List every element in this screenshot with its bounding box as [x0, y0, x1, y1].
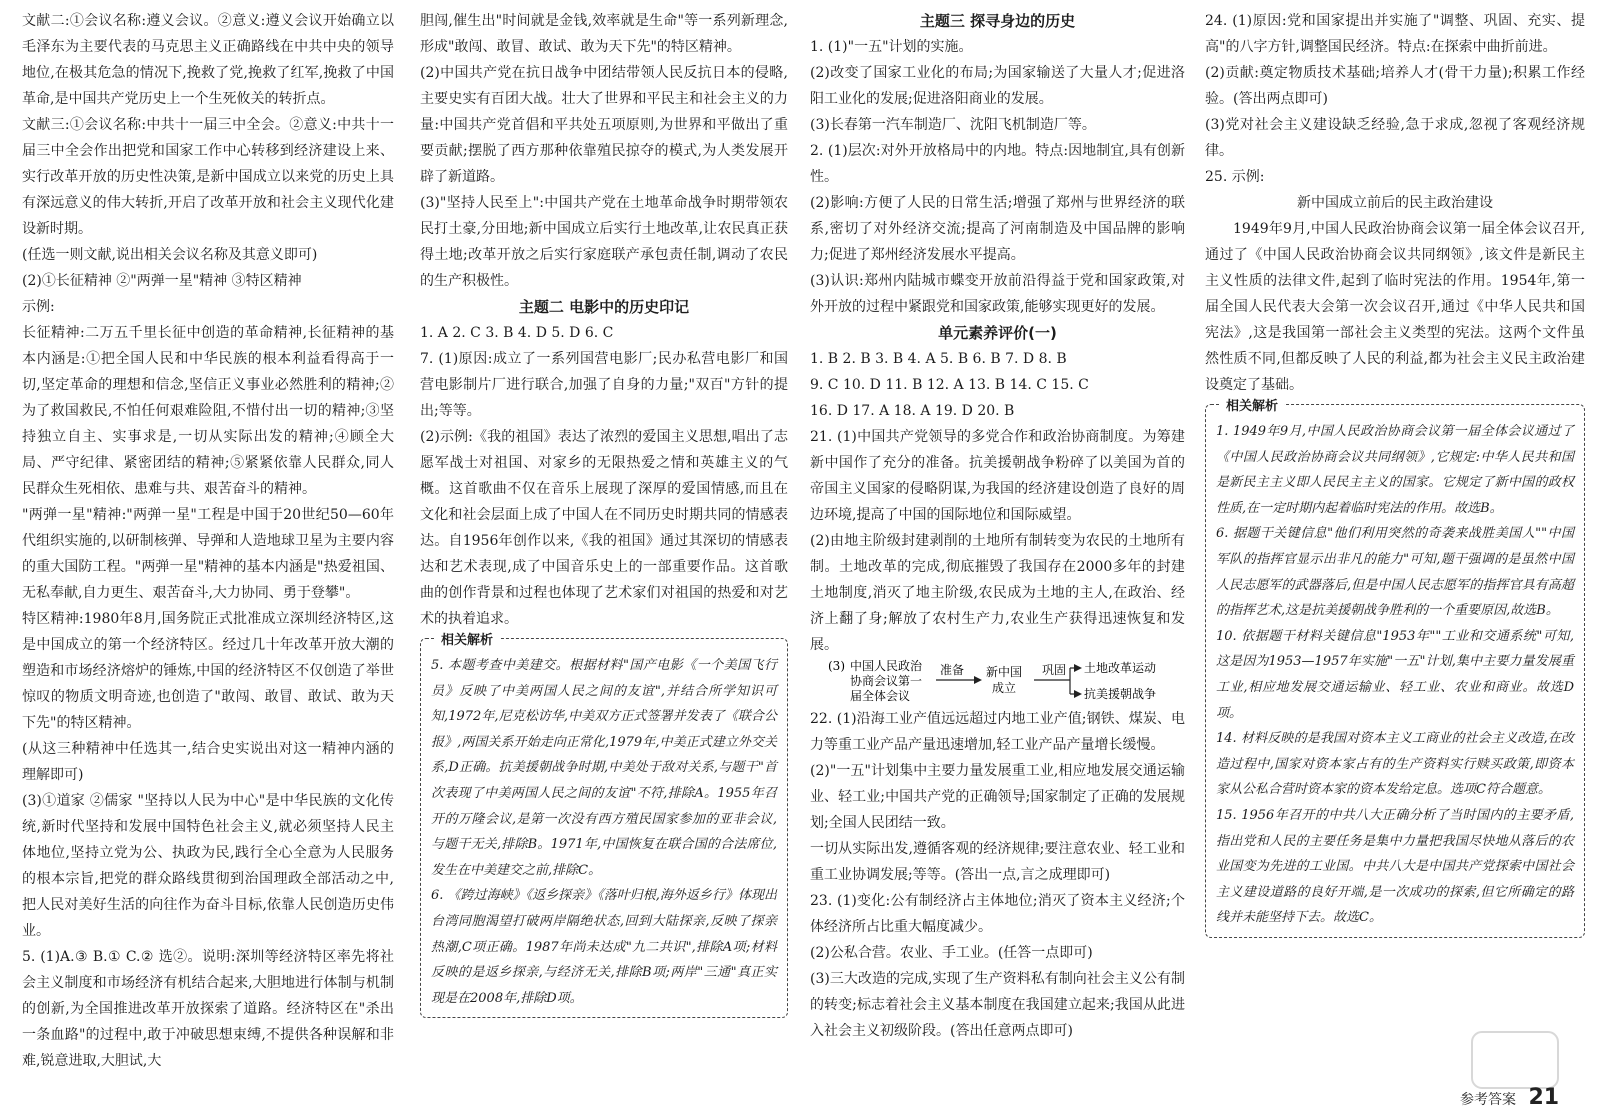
paragraph: (2)由地主阶级封建剥削的土地所有制转变为农民的土地所有制。土地改革的完成,彻底摧毁了我国存在2000多年的封建土地制度,消灭了地主阶级,农民成为土地的主人,在政治、经济上翻了身;解放了农村生产力,农业生产获得迅速恢复和发展。	[810, 533, 1185, 653]
paragraph: (3)三大改造的完成,实现了生产资料私有制向社会主义公有制的转变;标志着社会主义基本制度在我国建立起来;我国从此进入社会主义初级阶段。(答出任意两点即可)	[810, 971, 1185, 1039]
flow-branch-1-head	[1074, 664, 1082, 672]
paragraph: (2)中国共产党在抗日战争中团结带领人民反抗日本的侵略,主要史实有百团大战。壮大了世界和平民主和社会主义的力量:中国共产党首倡和平共处五项原则,为世界和平做出了重要贡献;摆脱了西方那种依靠殖民掠夺的模式,为人类发展开辟了新道路。	[420, 65, 788, 185]
analysis-item: 6. 《跨过海峡》《返乡探亲》《落叶归根,海外返乡行》体现出台湾同胞渴望打破两岸隔绝状态,回到大陆探亲,反映了探亲热潮,C项正确。1987年尚未达成"九二共识",排除A项;材料反映的是返乡探亲,与经济无关,排除B项;两岸"三通"真正实现是在2008年,排除D项。	[431, 888, 777, 1006]
paragraph: (2)示例:《我的祖国》表达了浓烈的爱国主义思想,唱出了志愿军战士对祖国、对家乡的无限热爱之情和英雄主义的气概。这首歌曲不仅在音乐上展现了深厚的爱国情感,而且在文化和社会层面上成了中国人在不同历史时期共同的情感表达。自1956年创作以来,《我的祖国》通过其深切的情感表达和艺术表现,成了中国音乐史上的一部重要作品。这首歌曲的创作背景和过程也体现了艺术家们对祖国的热爱和对艺术的执着追求。	[420, 429, 788, 627]
paragraph: 1. A 2. C 3. B 4. D 5. D 6. C	[420, 325, 614, 341]
essay-body: 1949年9月,中国人民政治协商会议第一届全体会议召开,通过了《中国人民政治协商会议共同纲领》,该文件是新民主主义性质的法律文件,起到了临时宪法的作用。1954年,第一届全国人民代表大会第一次会议召开,通过《中华人民共和国宪法》,这是我国第一部社会主义类型的宪法。这两个文件虽然性质不同,但都反映了人民的利益,都为社会主义民主政治建设奠定了基础。	[1205, 221, 1585, 393]
paragraph: 7. (1)原因:成立了一系列国营电影厂;民办私营电影厂和国营电影制片厂进行联合,加强了自身的力量;"双百"方针的提出;等等。	[420, 351, 788, 419]
analysis-box	[1205, 399, 1585, 938]
paragraph: (2)改变了国家工业化的布局;为国家输送了大量人才;促进洛阳工业化的发展;促进洛阳商业的发展。	[810, 65, 1185, 107]
paragraph: (2)"一五"计划集中主要力量发展重工业,相应地发展交通运输业、轻工业;中国共产党的正确领导;国家制定了正确的发展规划;全国人民团结一致。	[810, 763, 1185, 831]
paragraph: 23. (1)变化:公有制经济占主体地位;消灭了资本主义经济;个体经济所占比重大幅度减少。	[810, 893, 1185, 935]
paragraph: 9. C 10. D 11. B 12. A 13. B 14. C 15. C	[810, 377, 1089, 393]
section-heading: 主题三 探寻身边的历史	[919, 12, 1076, 30]
flow-arrow-1-head	[974, 676, 982, 684]
analysis-item: 10. 依据题干材料关键信息"1953年""工业和交通系统"可知,这是因为1953—1957年实施"一五"计划,集中主要力量发展重工业,相应地发展交通运输业、轻工业、农业和商业。故选D项。	[1216, 628, 1574, 721]
paragraph: 2. (1)层次:对外开放格局中的内地。特点:因地制宜,具有创新性。	[810, 143, 1185, 185]
column-1	[22, 8, 394, 1074]
paragraph: 示例:	[22, 299, 55, 315]
section-heading: 单元素养评价(一)	[938, 324, 1057, 342]
paragraph: 24. (1)原因:党和国家提出并实施了"调整、巩固、充实、提高"的八字方针,调整国民经济。特点:在探索中曲折前进。	[1205, 13, 1585, 55]
footer-label: 参考答案	[1460, 1092, 1516, 1108]
column-4	[1205, 8, 1585, 942]
analysis-item: 1. 1949年9月,中国人民政治协商会议第一届全体会议通过了《中国人民政治协商会议共同纲领》,它规定:中华人民共和国是新民主主义即人民民主主义的国家。它规定了新中国的政权性质,在一定时期内起着临时宪法的作用。故选B。	[1216, 424, 1574, 516]
flow-arrow-1-label: 准备	[940, 663, 965, 677]
paragraph: 16. D 17. A 18. A 19. D 20. B	[810, 403, 1015, 419]
analysis-item: 15. 1956年召开的中共八大正确分析了当时国内的主要矛盾,指出党和人民的主要任务是集中力量把我国尽快地从落后的农业国变为先进的工业国。中共八大是中国共产党探索中国社会主义建设道路的良好开端,是一次成功的探索,但它所确定的路线并未能坚持下去。故选C。	[1216, 807, 1574, 926]
paragraph: (2)①长征精神 ②"两弹一星"精神 ③特区精神	[22, 273, 302, 289]
flow-diagram	[828, 658, 1185, 706]
paragraph: 21. (1)中国共产党领导的多党合作和政治协商制度。为筹建新中国作了充分的准备。抗美援朝战争粉碎了以美国为首的帝国主义国家的侵略阴谋,为我国的经济建设创造了良好的周边环境,提高了中国的国际地位和国际威望。	[810, 429, 1185, 523]
flow-node-a-line1: 中国人民政治	[850, 659, 923, 673]
paragraph: 特区精神:1980年8月,国务院正式批准成立深圳经济特区,这是中国成立的第一个经济特区。经过几十年改革开放大潮的塑造和市场经济熔炉的锤炼,中国的经济特区不仅创造了举世惊叹的物质文明奇迹,也创造了"敢闯、敢冒、敢试、敢为天下先"的特区精神。	[22, 611, 394, 731]
paragraph: 长征精神:二万五千里长征中创造的革命精神,长征精神的基本内涵是:①把全国人民和中华民族的根本利益看得高于一切,坚定革命的理想和信念,坚信正义事业必然胜利的精神;②为了救国救民,不怕任何艰难险阻,不惜付出一切的精神;③坚持独立自主、实事求是,一切从实际出发的精神;④顾全大局、严守纪律、紧密团结的精神;⑤紧紧依靠人民群众,同人民群众生死相依、患难与共、艰苦奋斗的精神。	[22, 325, 394, 497]
paragraph: 5. (1)A.③ B.① C.② 选②。说明:深圳等经济特区率先将社会主义制度和市场经济有机结合起来,大胆地进行体制与机制的创新,为全国推进改革开放探索了道路。经济特区在"杀出一条血路"的过程中,敢于冲破思想束缚,不提供各种误解和非难,锐意进取,大胆试,大	[22, 949, 394, 1069]
paragraph: 胆闯,催生出"时间就是金钱,效率就是生命"等一系列新理念,形成"敢闯、敢冒、敢试、敢为天下先"的特区精神。	[420, 13, 788, 55]
watermark-logo	[1470, 1030, 1560, 1090]
paragraph: 一切从实际出发,遵循客观的经济规律;要注意农业、轻工业和重工业协调发展;等等。(答出一点,言之成理即可)	[810, 841, 1185, 883]
paragraph: 22. (1)沿海工业产值远远超过内地工业产值;钢铁、煤炭、电力等重工业产品产量迅速增加,轻工业产品产量增长缓慢。	[810, 711, 1185, 753]
flow-node-c1: 土地改革运动	[1084, 661, 1157, 675]
analysis-item: 14. 材料反映的是我国对资本主义工商业的社会主义改造,在改造过程中,国家对资本家占有的生产资料实行赎买政策,即资本家从公私合营时资本家的资本发给定息。选项C符合题意。	[1216, 731, 1574, 798]
flow-node-a-line2: 协商会议第一	[850, 674, 923, 688]
flow-diagram-svg	[828, 658, 1188, 706]
paragraph: (3)①道家 ②儒家 "坚持以人民为中心"是中华民族的文化传统,新时代坚持和发展中国特色社会主义,就必须坚持人民主体地位,坚持立党为公、执政为民,践行全心全意为人民服务的根本宗旨,把党的群众路线贯彻到治国理政全部活动之中,把人民对美好生活的向往作为奋斗目标,依靠人民创造历史伟业。	[22, 793, 394, 939]
analysis-item: 6. 据题干关键信息"他们利用突然的奇袭来战胜美国人""中国军队的指挥官显示出非凡的能力"可知,题干强调的是虽然中国人民志愿军的武器落后,但是中国人民志愿军的指挥官具有高超的指挥艺术,这是抗美援朝战争胜利的一个重要原因,故选B。	[1216, 526, 1574, 619]
page-footer	[1460, 1085, 1559, 1110]
column-2	[420, 8, 788, 1022]
flow-node-b-line1: 新中国	[986, 665, 1023, 679]
paragraph: (2)公私合营。农业、手工业。(任答一点即可)	[810, 945, 1093, 961]
paragraph: (3)认识:郑州内陆城市蝶变开放前沿得益于党和国家政策,对外开放的过程中紧跟党和国家政策,能够实现更好的发展。	[810, 273, 1185, 315]
paragraph: 25. 示例:	[1205, 169, 1265, 185]
paragraph: (3)党对社会主义建设缺乏经验,急于求成,忽视了客观经济规律。	[1205, 117, 1585, 159]
flow-node-a-line3: 届全体会议	[850, 689, 911, 703]
flow-node-b-line2: 成立	[992, 681, 1017, 695]
paragraph: (2)贡献:奠定物质技术基础;培养人才(骨干力量);积累工作经验。(答出两点即可)	[1205, 65, 1585, 107]
paragraph: 文献二:①会议名称:遵义会议。②意义:遵义会议开始确立以毛泽东为主要代表的马克思主义正确路线在中共中央的领导地位,在极其危急的情况下,挽救了党,挽救了红军,挽救了中国革命,是中国共产党历史上一个生死攸关的转折点。	[22, 13, 394, 107]
analysis-box-tag: 相关解析	[1220, 394, 1284, 420]
essay-title: 新中国成立前后的民主政治建设	[1297, 195, 1493, 211]
paragraph: (3)"坚持人民至上":中国共产党在土地革命战争时期带领农民打土豪,分田地;新中国成立后实行土地改革,让农民真正获得土地;改革开放之后实行家庭联产承包责任制,调动了农民的生产积极性。	[420, 195, 788, 289]
page-number: 21	[1528, 1085, 1560, 1110]
paragraph: (任选一则文献,说出相关会议名称及其意义即可)	[22, 247, 318, 263]
paragraph: 1. (1)"一五"计划的实施。	[810, 39, 973, 55]
paragraph: (从这三种精神中任选其一,结合史实说出对这一精神内涵的理解即可)	[22, 741, 394, 783]
paragraph: (2)影响:方便了人民的日常生活;增强了郑州与世界经济的联系,密切了对外经济交流;提高了河南制造及中国品牌的影响力;促进了郑州经济发展水平提高。	[810, 195, 1185, 263]
flow-arrow-2-label: 巩固	[1042, 663, 1067, 677]
flow-q: (3)	[828, 659, 845, 673]
analysis-box	[420, 633, 788, 1018]
section-heading: 主题二 电影中的历史印记	[518, 298, 690, 316]
paragraph: 文献三:①会议名称:中共十一届三中全会。②意义:中共十一届三中全会作出把党和国家工作中心转移到经济建设上来、实行改革开放的历史性决策,是新中国成立以来党的历史上具有深远意义的伟大转折,开启了改革开放和社会主义现代化建设新时期。	[22, 117, 394, 237]
analysis-box-tag: 相关解析	[435, 628, 499, 654]
flow-branch-2-head	[1074, 690, 1082, 698]
flow-node-c2: 抗美援朝战争	[1084, 687, 1157, 701]
paragraph: 1. B 2. B 3. B 4. A 5. B 6. B 7. D 8. B	[810, 351, 1067, 367]
paragraph: (3)长春第一汽车制造厂、沈阳飞机制造厂等。	[810, 117, 1096, 133]
paragraph: "两弹一星"精神:"两弹一星"工程是中国于20世纪50—60年代组织实施的,以研制核弹、导弹和人造地球卫星为主要内容的重大国防工程。"两弹一星"精神的基本内涵是"热爱祖国、无私奉献,自力更生、艰苦奋斗,大力协同、勇于登攀"。	[22, 507, 394, 601]
column-3	[810, 8, 1185, 1044]
analysis-item: 5. 本题考查中美建交。根据材料"国产电影《一个美国飞行员》反映了中美两国人民之间的友谊",并结合所学知识可知,1972年,尼克松访华,中美双方正式签署并发表了《联合公报》,两国关系开始走向正常化,1979年,中美正式建立外交关系,D正确。抗美援朝战争时期,中美处于敌对关系,与题干"首次表现了中美两国人民之间的友谊"不符,排除A。1955年召开的万隆会议,是第一次没有西方殖民国家参加的亚非会议,与题干无关,排除B。1971年,中国恢复在联合国的合法席位,发生在中美建交之前,排除C。	[431, 658, 777, 878]
